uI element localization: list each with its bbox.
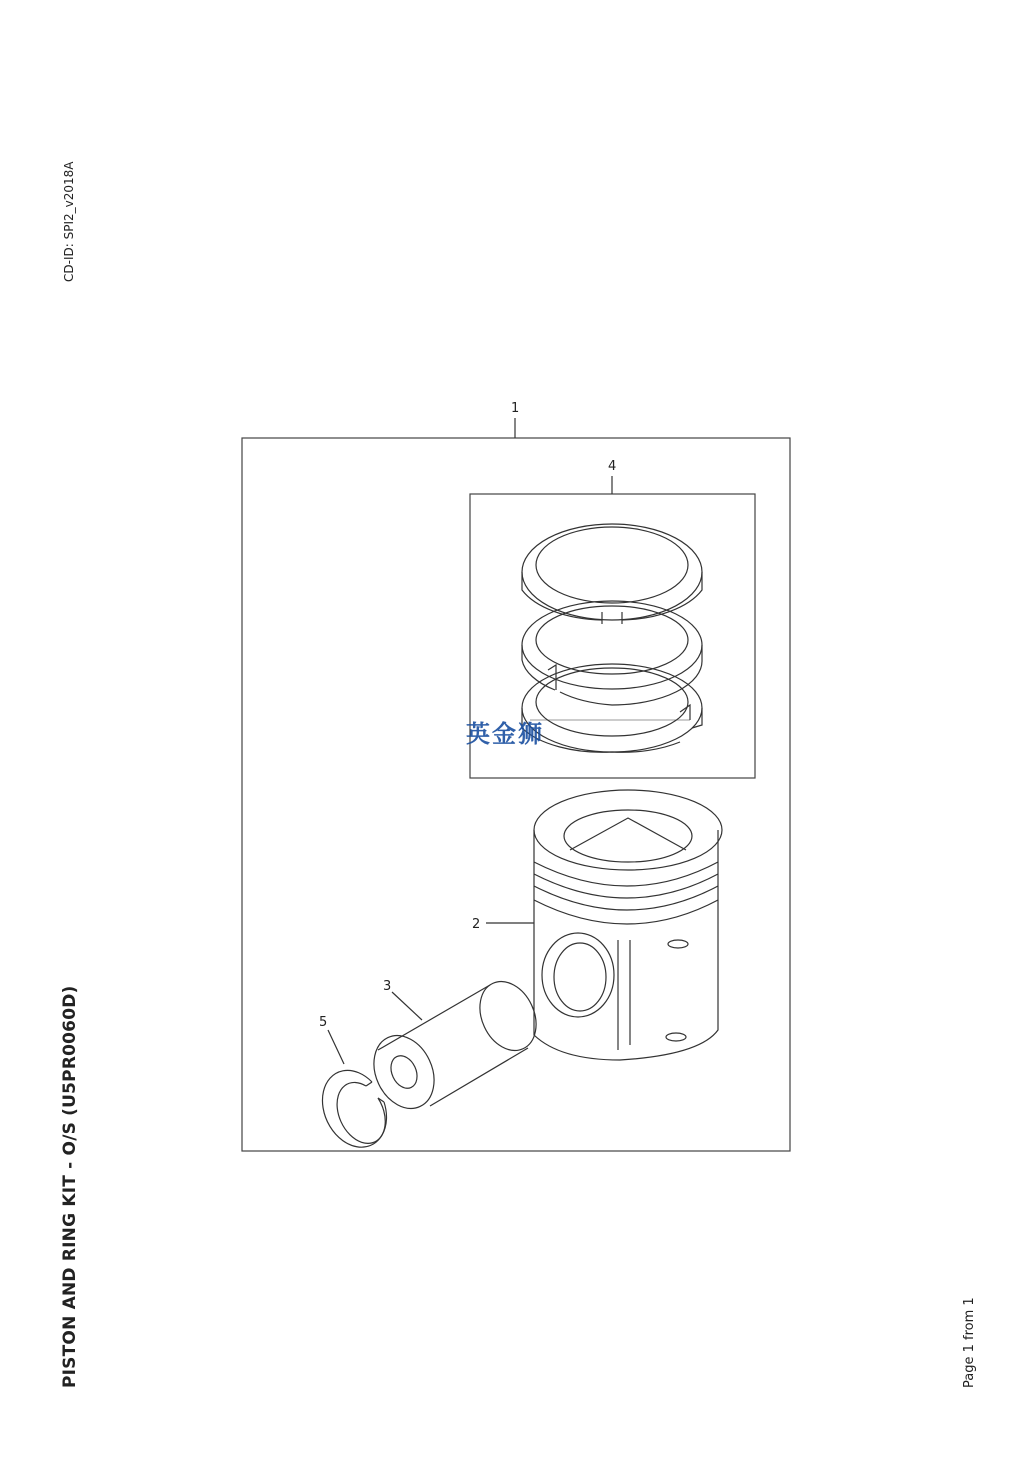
page-title: PISTON AND RING KIT - O/S (U5PR0060D) xyxy=(60,985,80,1388)
callout-3-leader xyxy=(392,992,422,1020)
piston-ring-middle xyxy=(522,601,702,705)
piston-ring-top xyxy=(522,524,702,624)
page-number: Page 1 from 1 xyxy=(962,1297,977,1388)
piston-pin xyxy=(363,972,547,1118)
callout-4-label: 4 xyxy=(608,459,617,474)
callout-3-label: 3 xyxy=(383,979,392,994)
callout-5-leader xyxy=(328,1030,344,1064)
retaining-ring xyxy=(322,1070,386,1147)
cd-id-label: CD-ID: SPI2_v2018A xyxy=(62,161,76,282)
callout-1-label: 1 xyxy=(511,401,520,416)
callout-5-label: 5 xyxy=(319,1015,328,1030)
callout-2-label: 2 xyxy=(472,917,481,932)
watermark-logo: 英金狮 xyxy=(466,720,544,748)
kit-frame xyxy=(242,438,790,1151)
piston xyxy=(534,790,722,1060)
piston-ring-oil xyxy=(522,664,702,752)
